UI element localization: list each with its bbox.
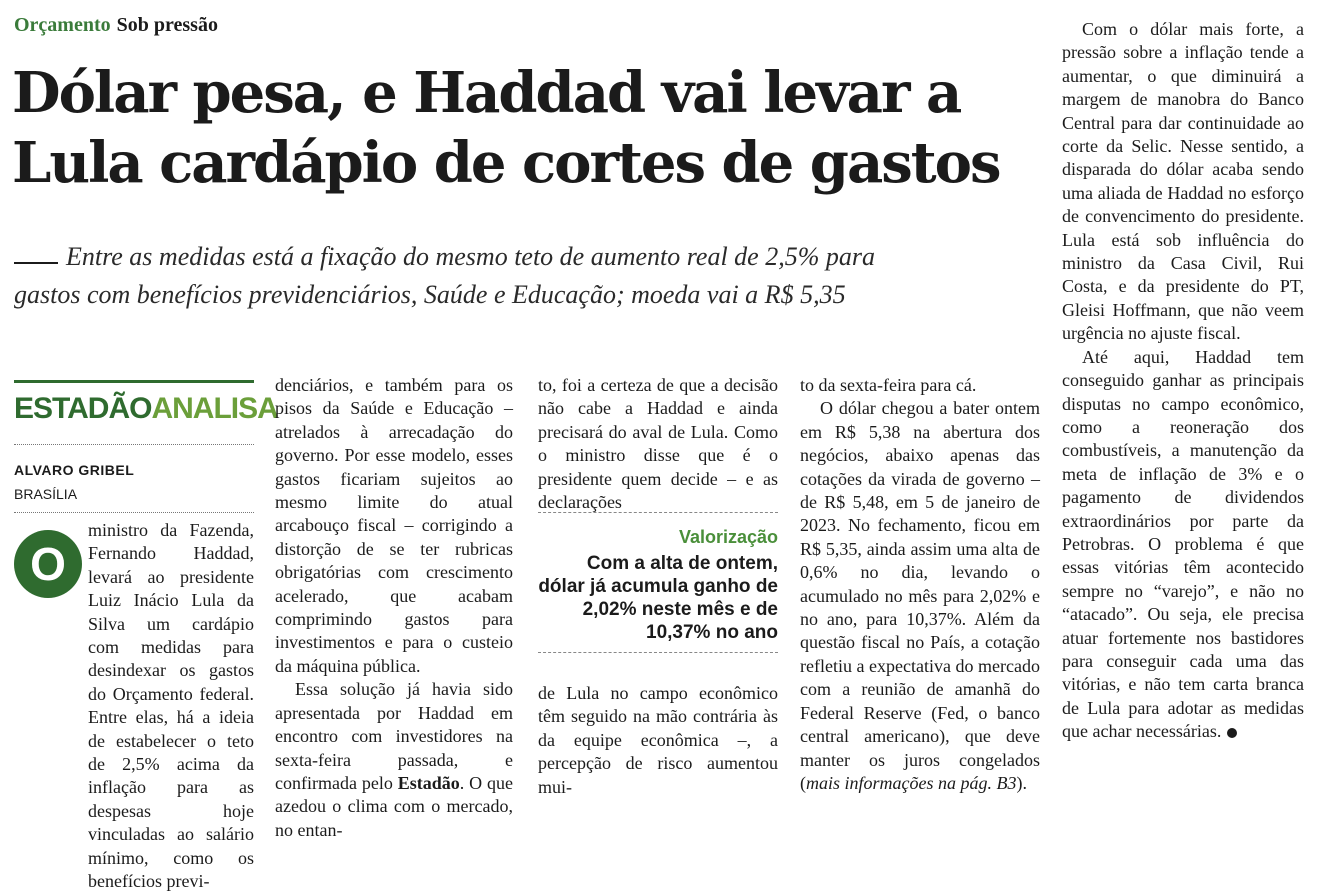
section-label: Orçamento bbox=[14, 14, 111, 36]
body-column-3 bbox=[538, 374, 778, 514]
body-text: Essa solução já havia sido apresentada por Haddad em encontro com investidores na sexta-feira passada, e confirmada pelo bbox=[275, 679, 513, 793]
dropcap: O bbox=[14, 530, 82, 598]
body-paragraph: de Lula no campo econômico têm seguido na mão contrária às da equipe econômica –, a percepção de risco aumentou mui- bbox=[538, 683, 778, 797]
end-of-article-icon bbox=[1227, 728, 1237, 738]
pullquote-text: Com a alta de ontem, dólar já acumula ganho de 2,02% neste mês e de 10,37% no ano bbox=[538, 553, 778, 643]
pullquote-top-rule bbox=[538, 512, 778, 513]
deck bbox=[14, 238, 1044, 314]
body-text: Até aqui, Haddad tem conseguido ganhar as principais disputas no campo econômico, como a reoneração dos combustíveis, a manutenção da meta de inflação de 3% e o pagamento de dividendos extraordinários por parte da Petrobras. O problema é que essas vitórias têm acontecido sempre no “varejo”, e não no “atacado”. Ou seja, ele precisa atuar fortemente nos bastidores para conseguir cada uma das vitórias, e não tem carta branca de Lula para adotar as medidas que achar necessárias. bbox=[1062, 346, 1304, 742]
body-paragraph: ministro da Fazenda, Fernando Haddad, levará ao presidente Luiz Inácio Lula da Silva um cardápio com medidas para desindexar os gastos do Orçamento federal. Entre elas, há a ideia de estabelecer o teto de 2,5% acima da inflação para as despesas hoje vinculadas ao salário mínimo, como os benefícios previ- bbox=[88, 520, 254, 892]
newspaper-name: Estadão bbox=[397, 772, 460, 793]
body-column-2 bbox=[275, 374, 513, 842]
subsection-label: Sob pressão bbox=[116, 14, 218, 36]
cross-reference: mais informações na pág. B3 bbox=[806, 772, 1017, 793]
deck-line-2: gastos com benefícios previdenciários, Saúde e Educação; moeda vai a R$ 5,35 bbox=[14, 280, 846, 309]
headline bbox=[12, 58, 1042, 198]
column-tag-part2: ANALISA bbox=[151, 392, 278, 425]
body-paragraph: to, foi a certeza de que a decisão não cabe a Haddad e ainda precisará do aval de Lula. Como o ministro disse que é o presidente quem decide – e as declarações bbox=[538, 375, 778, 513]
headline-line-2: Lula cardápio de cortes de gastos bbox=[12, 130, 1000, 196]
body-paragraph bbox=[1062, 346, 1304, 744]
headline-line-1: Dólar pesa, e Haddad vai levar a bbox=[12, 60, 961, 126]
body-text: O dólar chegou a bater ontem em R$ 5,38 na abertura dos negócios, abaixo apenas das cotações da virada de governo – de R$ 5,48, em 5 de janeiro de 2023. No fechamento, ficou em R$ 5,35, ainda assim uma alta de 0,6% no dia, levando o acumulado no mês para 2,02% e no ano, para 10,37%. Além da questão fiscal no País, a cotação refletiu a expectativa do mercado com a reunião de amanhã do Federal Reserve (Fed, o banco central americano), que deve manter os juros congelados ( bbox=[800, 398, 1040, 793]
section-kicker bbox=[14, 14, 218, 37]
column-tag-part1: ESTADÃO bbox=[14, 392, 152, 425]
divider bbox=[14, 444, 254, 445]
body-paragraph: to da sexta-feira para cá. bbox=[800, 375, 977, 395]
pullquote-bottom-rule bbox=[538, 652, 778, 653]
body-column-1 bbox=[14, 519, 254, 894]
body-paragraph bbox=[800, 397, 1040, 795]
body-column-4 bbox=[800, 374, 1040, 795]
author-name: ALVARO GRIBEL bbox=[14, 462, 135, 478]
divider bbox=[14, 512, 254, 513]
column-tag bbox=[14, 392, 278, 426]
dateline: BRASÍLIA bbox=[14, 486, 78, 502]
column-tag-rule bbox=[14, 380, 254, 383]
body-text: ). bbox=[1016, 772, 1027, 793]
body-paragraph: denciários, e também para os pisos da Saúde e Educação – atrelados à arrecadação do governo. Por esse modelo, esses gastos ficariam sujeitos ao mesmo limite do atual arcabouço fiscal – corrigindo a distorção de se ter rubricas obrigatórias com crescimento acelerado, que acabam comprimindo gastos para investimentos e para o custeio da máquina pública. bbox=[275, 375, 513, 676]
body-paragraph: Com o dólar mais forte, a pressão sobre a inflação tende a aumentar, o que diminuirá a margem de manobra do Banco Central para dar continuidade ao corte da Selic. Nesse sentido, a disparada do dólar acaba sendo uma aliada de Haddad no esforço de convencimento do presidente. Lula está sob influência do ministro da Casa Civil, Rui Costa, e da presidente do PT, Gleisi Hoffmann, que não veem urgência no ajuste fiscal. bbox=[1062, 19, 1304, 344]
body-paragraph bbox=[275, 678, 513, 842]
deck-line-1: Entre as medidas está a fixação do mesmo teto de aumento real de 2,5% para bbox=[66, 242, 875, 271]
body-column-5 bbox=[1062, 18, 1304, 744]
body-column-3-continued bbox=[538, 682, 778, 799]
pullquote-label: Valorização bbox=[678, 527, 778, 547]
body-text: . O que azedou o clima com o mercado, no entan- bbox=[275, 772, 513, 840]
